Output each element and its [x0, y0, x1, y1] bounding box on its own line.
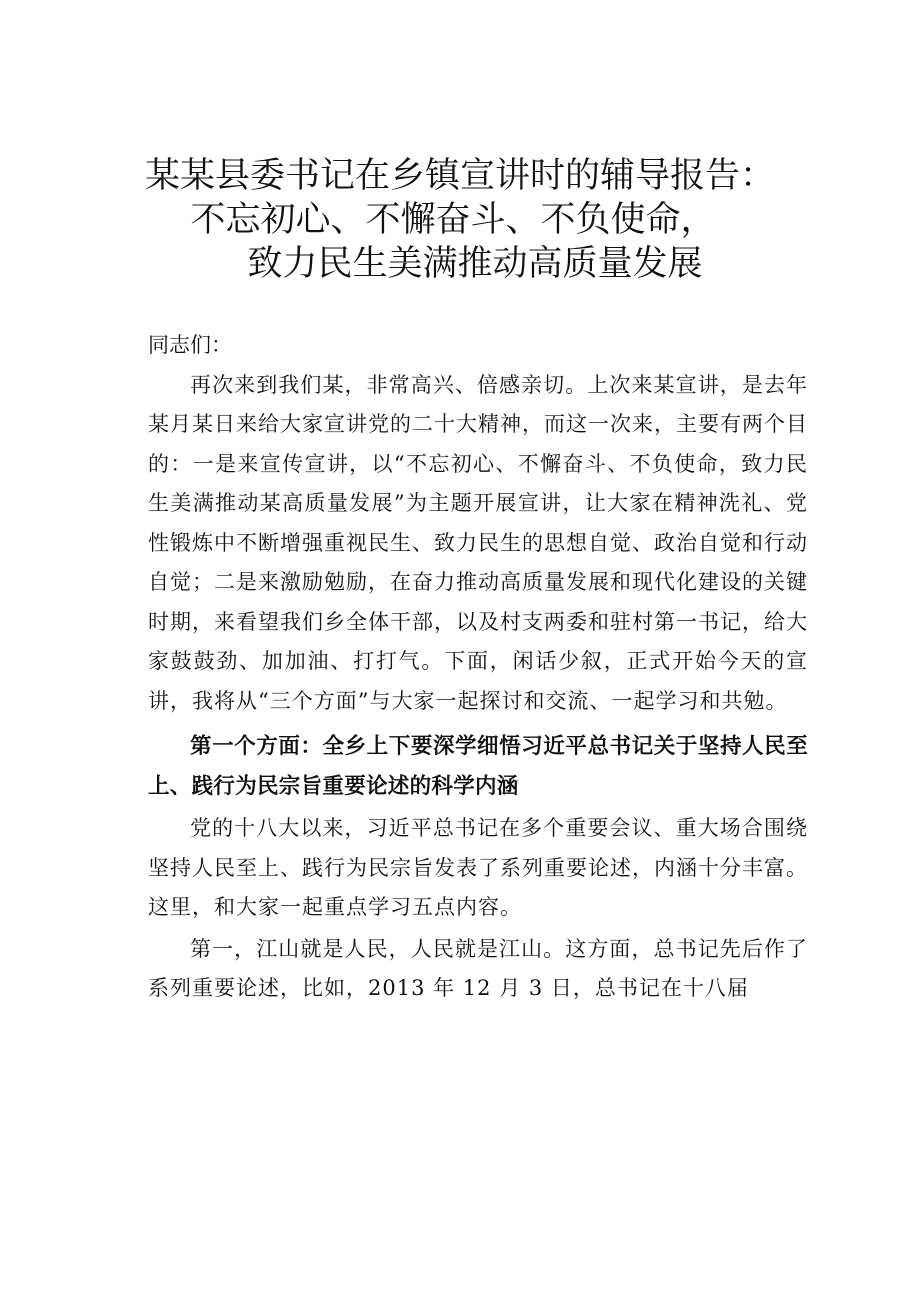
document-body — [148, 326, 808, 1009]
document-title — [0, 154, 920, 286]
paragraph-point-1: 第一，江山就是人民，人民就是江山。这方面，总书记先后作了系列重要论述，比如，2013 年 12 月 3 日，总书记在十八届 — [148, 936, 808, 1000]
title-line-2: 不忘初心、不懈奋斗、不负使命， — [190, 200, 716, 240]
paragraph-intro: 再次来到我们某，非常高兴、倍感亲切。上次来某宣讲，是去年某月某日来给大家宣讲党的二十大精神，而这一次来，主要有两个目的：一是来宣传宣讲，以“不忘初心、不懈奋斗、不负使命，致力民生美满推动某高质量发展”为主题开展宣讲，让大家在精神洗礼、党性锻炼中不断增强重视民生、致力民生的思想自觉、政治自觉和行动自觉；二是来激励勉励，在奋力推动高质量发展和现代化建设的关键时期，来看望我们乡全体干部，以及村支两委和驻村第一书记，给大家鼓鼓劲、加加油、打打气。下面，闲话少叙，正式开始今天的宣讲，我将从“三个方面”与大家一起探讨和交流、一起学习和共勉。 — [148, 372, 808, 713]
title-line-1: 某某县委书记在乡镇宣讲时的辅导报告： — [144, 156, 775, 196]
paragraph-section1-intro: 党的十八大以来，习近平总书记在多个重要会议、重大场合围绕坚持人民至上、践行为民宗旨发表了系列重要论述，内涵十分丰富。这里，和大家一起重点学习五点内容。 — [148, 816, 808, 919]
salutation: 同志们： — [148, 333, 232, 357]
section-heading-1: 第一个方面：全乡上下要深学细悟习近平总书记关于坚持人民至上、践行为民宗旨重要论述的科学内涵 — [148, 734, 808, 799]
title-line-3: 致力民生美满推动高质量发展 — [247, 244, 703, 284]
